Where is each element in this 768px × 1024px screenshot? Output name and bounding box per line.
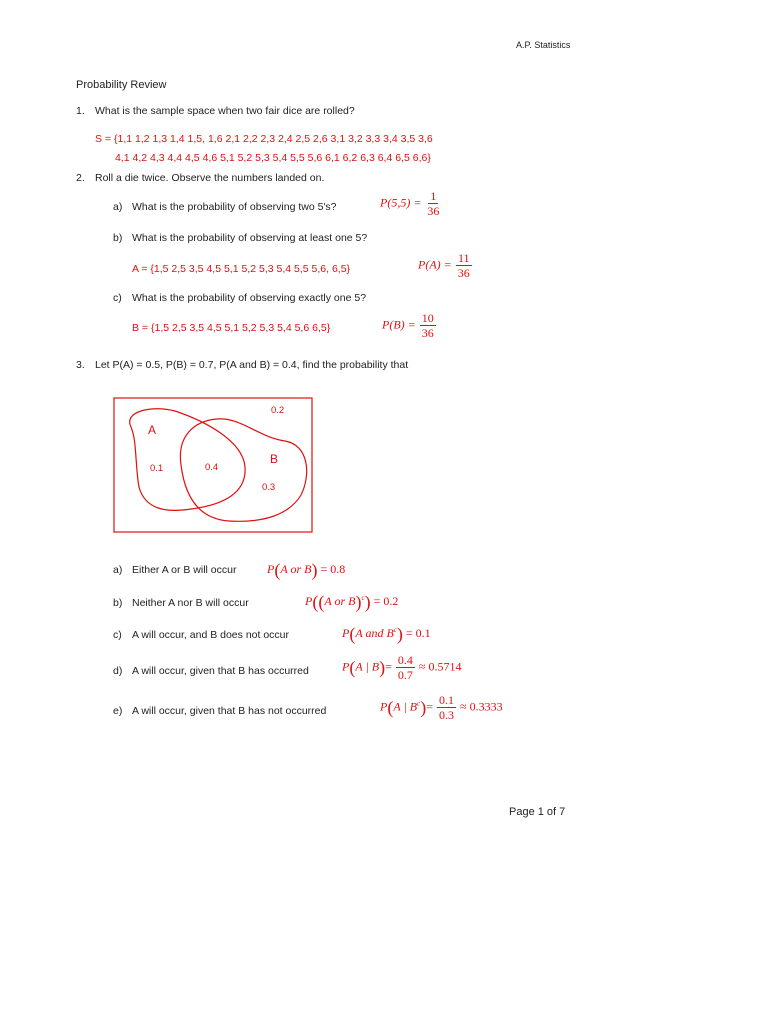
q3d-denominator: 0.7 [397, 668, 413, 682]
q3e-numerator: 0.1 [438, 693, 454, 707]
q2c-lhs: P(B) = [382, 317, 416, 332]
venn-intersection-value: 0.4 [205, 462, 219, 473]
venn-a-only-value: 0.1 [150, 463, 164, 474]
q3e-inner: A | B [393, 699, 418, 714]
q1-question: What is the sample space when two fair dice are rolled? [95, 105, 355, 117]
venn-b-only-value: 0.3 [262, 482, 276, 493]
q3c-label: c) [113, 629, 122, 641]
q2b-set: A = {1,5 2,5 3,5 4,5 5,1 5,2 5,3 5,4 5,5 5,6, 6,5} [132, 263, 351, 275]
q2-number: 2. [76, 172, 85, 184]
q3b-text: Neither A nor B will occur [132, 597, 249, 609]
q2a-lhs: P(5,5) = [380, 195, 422, 210]
q3b-label: b) [113, 597, 123, 609]
q3e-result: ≈ 0.3333 [459, 699, 503, 714]
q2a-question: What is the probability of observing two 5's? [132, 201, 337, 213]
q3c-text: A will occur, and B does not occur [132, 629, 290, 641]
q3d-answer: P(A | B)= $\frac{0.4}{0.7}$ ≈ 0.5714 [342, 653, 462, 682]
q2a-answer [380, 190, 442, 217]
q3d-fraction [396, 654, 415, 681]
q3d-inner: A | B [355, 659, 380, 674]
q3b-inner: A or B [324, 594, 356, 608]
q3d-numerator: 0.4 [397, 653, 413, 667]
q2a-label: a) [113, 201, 123, 213]
q3c-result: = 0.1 [405, 626, 431, 640]
q3d-result: ≈ 0.5714 [418, 659, 462, 674]
q2b-label: b) [113, 232, 123, 244]
venn-outside-value: 0.2 [271, 405, 285, 416]
q2a-denominator: 36 [427, 204, 440, 218]
q3b-p: P [305, 594, 313, 608]
q3b-result: = 0.2 [373, 594, 399, 608]
q3a-result: = 0.8 [320, 562, 346, 576]
q2a-numerator: 1 [430, 189, 437, 203]
q2c-fraction [420, 312, 436, 339]
q2c-set: B = {1,5 2,5 3,5 4,5 5,1 5,2 5,3 5,4 5,6 6,5} [132, 322, 331, 334]
q2a-fraction [425, 190, 441, 217]
q3c-p: P [342, 626, 350, 640]
q3e-answer: P(A | $B^c)=$ $\frac{0.1}{0.3}$ ≈ 0.3333 [380, 693, 503, 722]
circle-b [180, 419, 306, 521]
q2c-numerator: 10 [421, 311, 434, 325]
q3a-inner: A or B [280, 562, 312, 576]
q2b-denominator: 36 [457, 266, 470, 280]
q3-number: 3. [76, 359, 85, 371]
q3a-label: a) [113, 564, 123, 576]
q3d-text: A will occur, given that B has occurred [132, 665, 309, 677]
venn-label-b: B [270, 452, 279, 466]
q3b-answer: P((A or B)$^c$) = 0.2 [305, 592, 399, 612]
venn-label-a: A [148, 423, 157, 437]
course-header: A.P. Statistics [516, 40, 571, 50]
page-title: Probability Review [76, 79, 167, 91]
q2b-question: What is the probability of observing at least one 5? [132, 232, 368, 244]
page-number: Page 1 of 7 [509, 806, 566, 818]
q3a-p: P [267, 562, 275, 576]
q2c-label: c) [113, 292, 122, 304]
q3-question: Let P(A) = 0.5, P(B) = 0.7, P(A and B) = 0.4, find the probability that [95, 359, 409, 371]
q3e-denominator: 0.3 [438, 708, 454, 722]
q3e-complement: c [417, 699, 421, 708]
q2c-answer [382, 312, 437, 339]
q2-question: Roll a die twice. Observe the numbers landed on. [95, 172, 325, 184]
q2c-denominator: 36 [421, 326, 434, 340]
q2b-lhs: P(A) = [418, 257, 452, 272]
q3e-p: P [380, 699, 388, 714]
q3d-label: d) [113, 665, 123, 677]
q1-answer-line2: 4,1 4,2 4,3 4,4 4,5 4,6 5,1 5,2 5,3 5,4 5,5 5,6 6,1 6,2 6,3 6,4 6,5 6,6} [115, 152, 431, 164]
q3b-complement: c [361, 594, 365, 602]
venn-diagram [113, 397, 313, 533]
q2c-question: What is the probability of observing exactly one 5? [132, 292, 367, 304]
q3c-answer: P(A and $B^c) = 0.1$ [342, 624, 431, 644]
q2b-numerator: 11 [457, 251, 470, 265]
q2b-fraction [456, 252, 472, 279]
q3e-label: e) [113, 705, 123, 717]
q1-answer-line1: S = {1,1 1,2 1,3 1,4 1,5, 1,6 2,1 2,2 2,3 2,4 2,5 2,6 3,1 3,2 3,3 3,4 3,5 3,6 [95, 133, 433, 145]
q3a-answer: P(A or B) = 0.8 [267, 560, 346, 580]
q3c-complement: c [393, 626, 397, 634]
q1-number: 1. [76, 105, 85, 117]
q3c-inner: A and B [355, 626, 394, 640]
q3d-p: P [342, 659, 350, 674]
q3e-text: A will occur, given that B has not occurred [132, 705, 327, 717]
q2b-answer [418, 252, 473, 279]
circle-a [130, 409, 245, 511]
q3e-fraction [437, 694, 456, 721]
q3a-text: Either A or B will occur [132, 564, 237, 576]
